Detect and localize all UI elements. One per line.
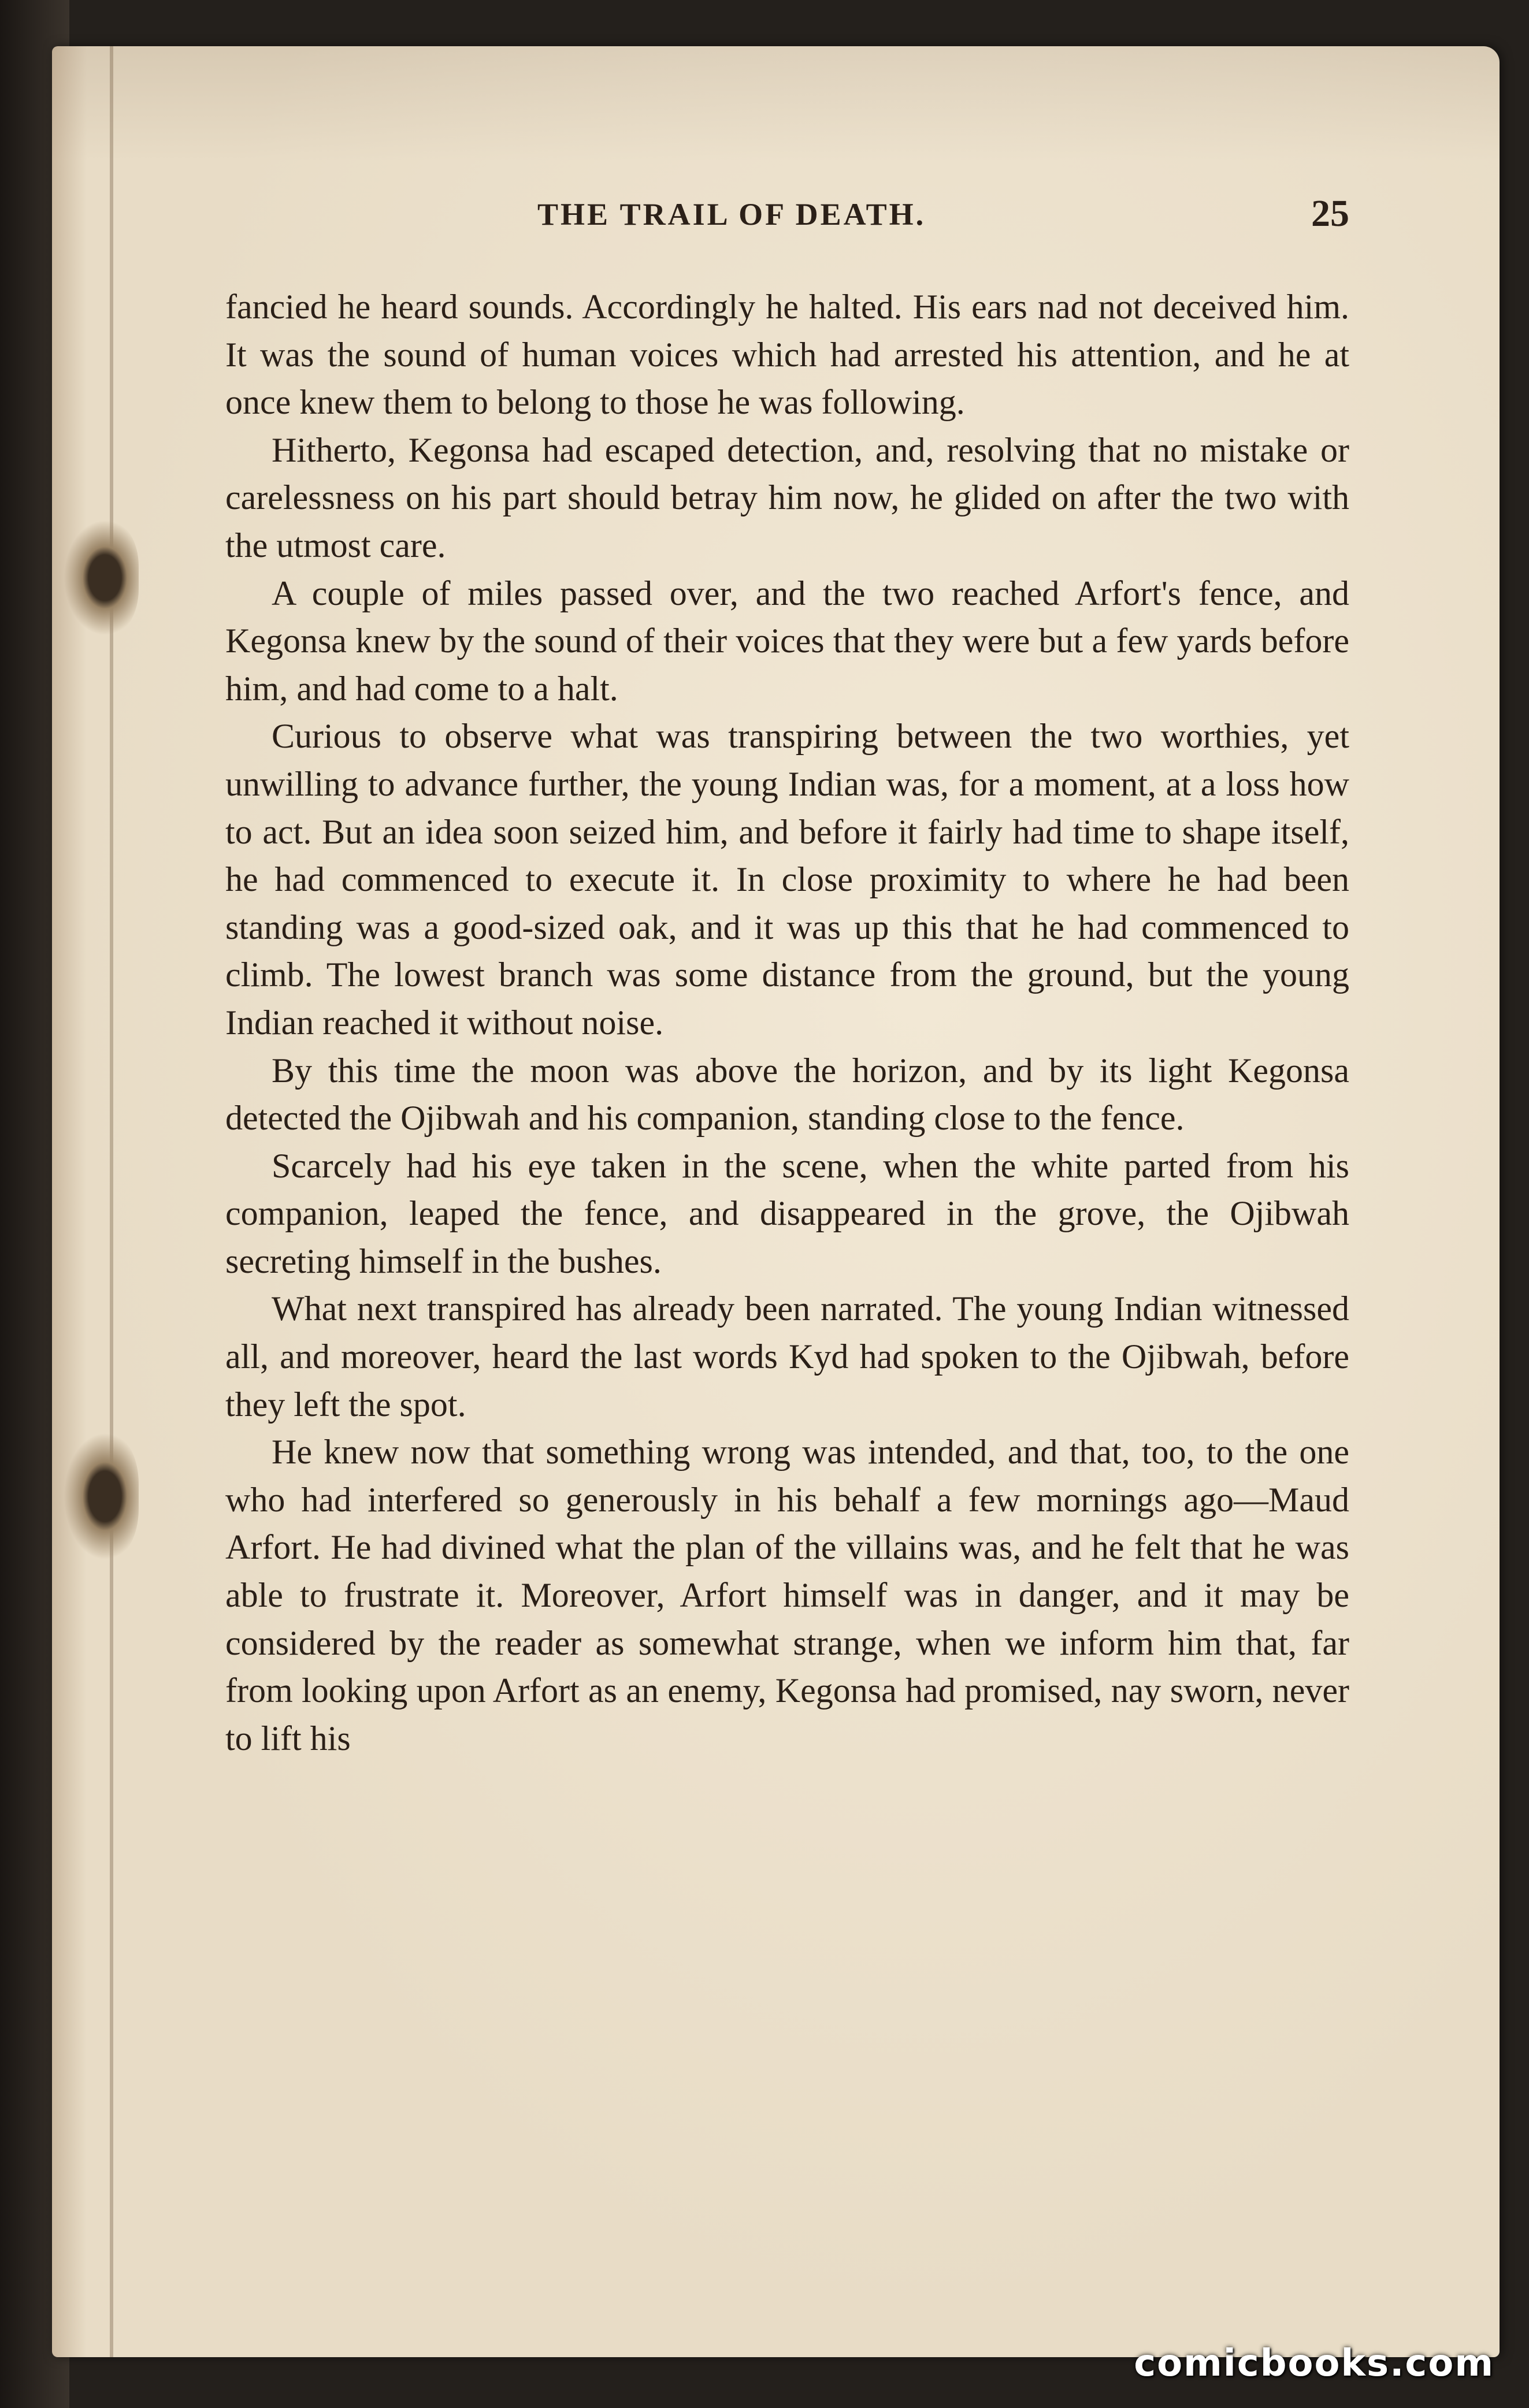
running-title: THE TRAIL OF DEATH.: [537, 197, 926, 232]
paragraph: He knew now that something wrong was intended, and that, too, to the one who had interfered so generously in his behalf a few mornings ago—Maud Arfort. He had divined what the plan of the villains was, and he felt that he was able to frustrate it. Moreover, Arfort himself was in danger, and it may be considered by the reader as somewhat strange, when we inform him that, far from looking upon Arfort as an enemy, Kegonsa had promised, nay sworn, never to lift his: [225, 1433, 1349, 1757]
paragraph: What next transpired has already been narrated. The young Indian witnessed all, and moreover, heard the last words Kyd had spoken to the Ojibwah, before they left the spot.: [225, 1290, 1349, 1424]
paragraph: A couple of miles passed over, and the two reached Arfort's fence, and Kegonsa knew by the sound of their voices that they were but a few yards before him, and had come to a halt.: [225, 574, 1349, 708]
paragraph: Hitherto, Kegonsa had escaped detection, and, resolving that no mistake or carelessness on his part should betray him now, he glided on after the two with the utmost care.: [225, 430, 1349, 564]
binding-staple-hole: [64, 520, 139, 636]
binding-staple-hole: [64, 1433, 139, 1560]
paragraph: Scarcely had his eye taken in the scene, when the white parted from his companion, leaped the fence, and disappeared in the grove, the Ojibwah secreting himself in the bushes.: [225, 1146, 1349, 1280]
paragraph: Curious to observe what was transpiring between the two worthies, yet unwilling to advance further, the young Indian was, for a moment, at a loss how to act. But an idea soon seized him, and before it fairly had time to shape itself, he had commenced to execute it. In close proximity to where he had been standing was a good-sized oak, and it was up this that he had commenced to climb. The lowest branch was some distance from the ground, but the young Indian reached it without noise.: [225, 717, 1349, 1042]
page-gutter: [110, 46, 113, 2357]
running-head: [225, 192, 1381, 243]
paragraph-continued: fancied he heard sounds. Accordingly he halted. His ears nad not deceived him. It was the sound of human voices which had arrested his attention, and he at once knew them to belong to those he was following.: [225, 288, 1349, 422]
site-watermark: comicbooks.com: [1134, 2342, 1494, 2385]
body-text: [225, 283, 1349, 1762]
page-number: 25: [1311, 192, 1349, 235]
paragraph: By this time the moon was above the horizon, and by its light Kegonsa detected the Ojibwah and his companion, standing close to the fence.: [225, 1051, 1349, 1138]
